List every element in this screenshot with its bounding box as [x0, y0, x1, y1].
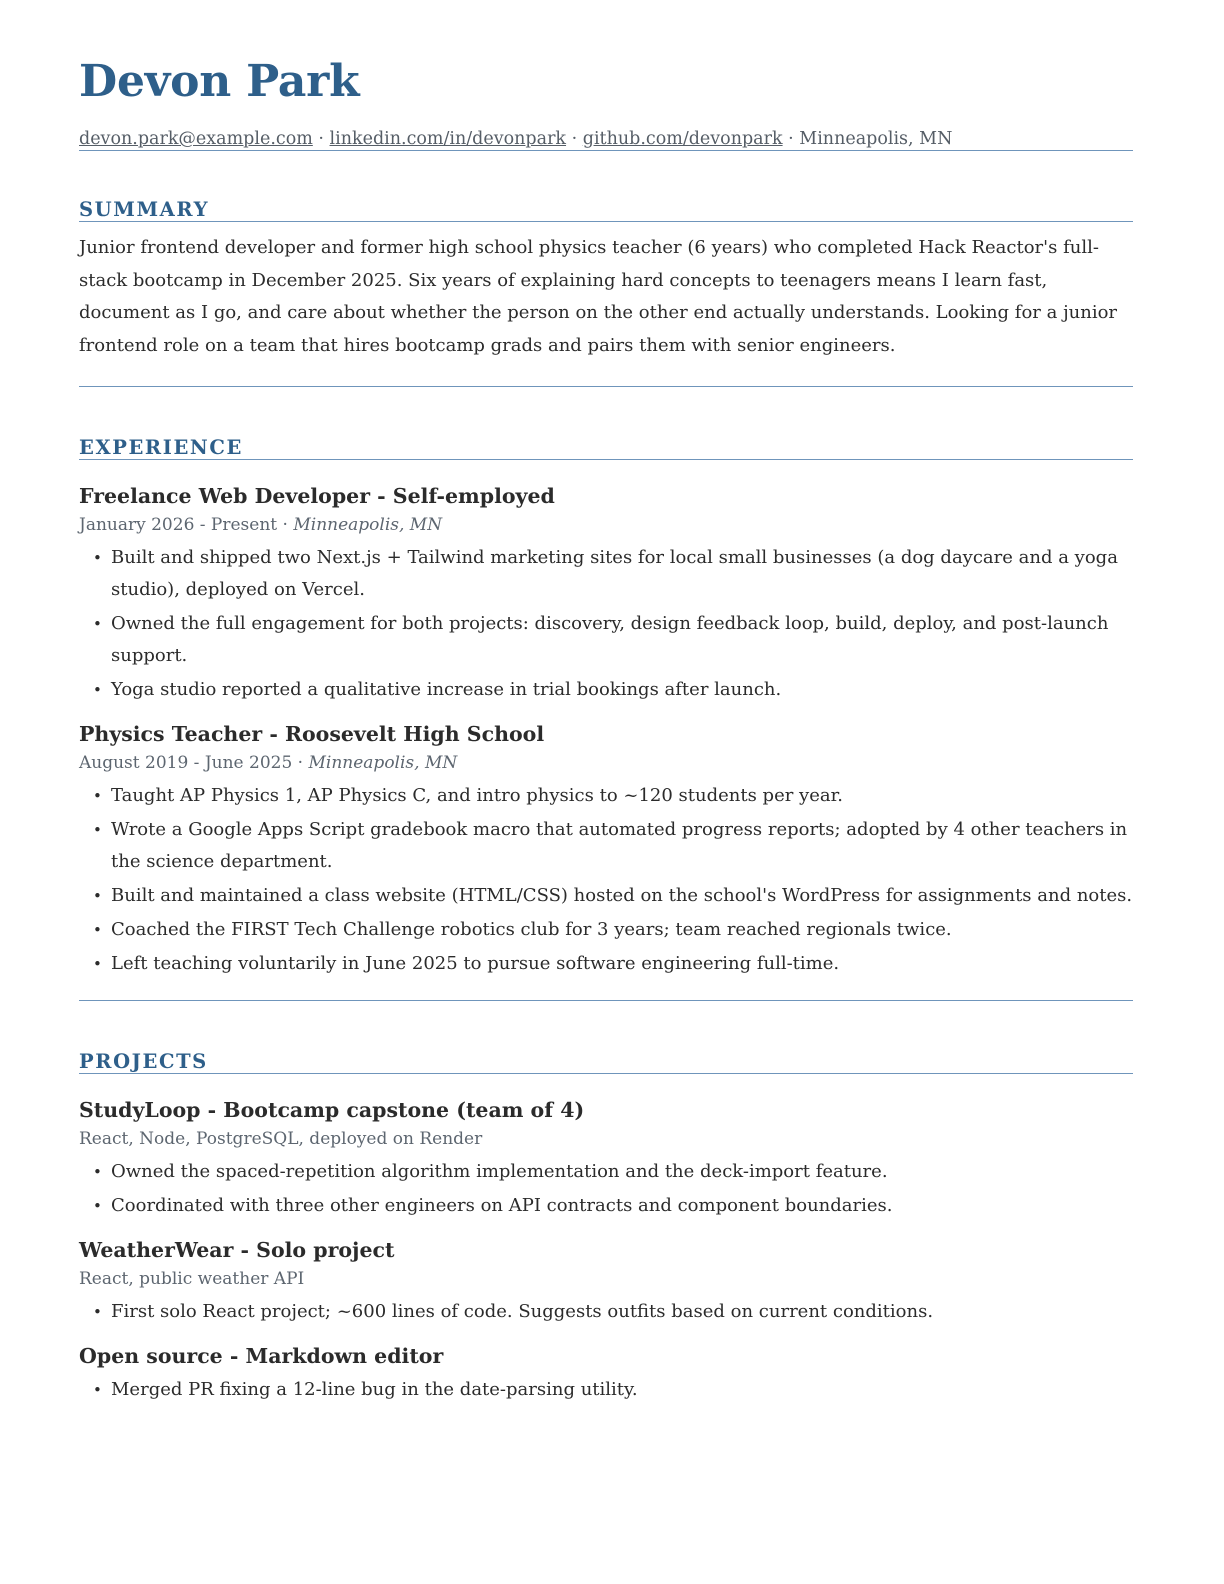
summary-section	[79, 199, 1133, 387]
project-bullets	[79, 1374, 1133, 1406]
contact-separator: ·	[782, 129, 800, 150]
job-dates: January 2026 - Present	[79, 515, 278, 536]
job-location: Minneapolis, MN	[293, 515, 443, 536]
project-entry	[79, 1236, 1133, 1328]
linkedin-link[interactable]: linkedin.com/in/devonpark	[329, 129, 567, 150]
experience-section	[79, 437, 1133, 1001]
meta-separator: ·	[292, 753, 309, 774]
project-entry	[79, 1342, 1133, 1406]
job-meta	[79, 512, 1133, 538]
bullet-item: • Left teaching voluntarily in June 2025 to pursue software engineering full-time.	[111, 948, 1133, 980]
bullet-item: • Yoga studio reported a qualitative increase in trial bookings after launch.	[111, 674, 1133, 706]
experience-heading: EXPERIENCE	[79, 437, 1133, 460]
bullet-item: • Wrote a Google Apps Script gradebook macro that automated progress reports; adopted by 4 other teachers in the science department.	[111, 814, 1133, 878]
bullet-item: • Owned the spaced-repetition algorithm implementation and the deck-import feature.	[111, 1156, 1133, 1188]
contact-separator: ·	[566, 129, 583, 150]
summary-heading: SUMMARY	[79, 199, 1133, 222]
project-title: WeatherWear - Solo project	[79, 1238, 395, 1263]
project-bullets	[79, 1296, 1133, 1328]
projects-heading: PROJECTS	[79, 1051, 1133, 1074]
project-tech: React, Node, PostgreSQL, deployed on Render	[79, 1129, 483, 1150]
contact-line	[79, 128, 1133, 151]
bullet-item: • Built and shipped two Next.js + Tailwind marketing sites for local small businesses (a dog daycare and a yoga studio), deployed on Vercel.	[111, 542, 1133, 606]
project-tech: React, public weather API	[79, 1269, 305, 1290]
job-title: Freelance Web Developer - Self-employed	[79, 484, 555, 509]
job-location: Minneapolis, MN	[308, 753, 458, 774]
project-entry	[79, 1096, 1133, 1222]
meta-separator: ·	[277, 515, 294, 536]
bullet-item: • Owned the full engagement for both projects: discovery, design feedback loop, build, deploy, and post-launch support.	[111, 608, 1133, 672]
bullet-item: • Built and maintained a class website (HTML/CSS) hosted on the school's WordPress for assignments and notes.	[111, 880, 1133, 912]
github-link[interactable]: github.com/devonpark	[582, 129, 783, 150]
job-bullets	[79, 780, 1133, 980]
project-title: Open source - Markdown editor	[79, 1344, 444, 1369]
job-dates: August 2019 - June 2025	[79, 753, 293, 774]
contact-separator: ·	[312, 129, 330, 150]
job-title: Physics Teacher - Roosevelt High School	[79, 722, 545, 747]
bullet-item: • Coordinated with three other engineers on API contracts and component boundaries.	[111, 1190, 1133, 1222]
project-title: StudyLoop - Bootcamp capstone (team of 4)	[79, 1098, 585, 1123]
bullet-item: • Coached the FIRST Tech Challenge robotics club for 3 years; team reached regionals twice.	[111, 914, 1133, 946]
email-link[interactable]: devon.park@example.com	[79, 129, 313, 150]
job-meta	[79, 750, 1133, 776]
experience-entry	[79, 720, 1133, 980]
summary-text: Junior frontend developer and former high school physics teacher (6 years) who completed Hack Reactor's full-stack bootcamp in December 2025. Six years of explaining hard concepts to teenagers means I learn fast, document as I go, and care about whether the person on the other end actually understands. Looking for a junior frontend role on a team that hires bootcamp grads and pairs them with senior engineers.	[79, 237, 1118, 356]
contact-location: Minneapolis, MN	[799, 129, 953, 150]
experience-entry	[79, 482, 1133, 706]
job-bullets	[79, 542, 1133, 706]
resume-name: Devon Park	[79, 56, 360, 107]
bullet-item: • First solo React project; ~600 lines of code. Suggests outfits based on current conditions.	[111, 1296, 1133, 1328]
section-divider	[79, 1000, 1133, 1001]
projects-section	[79, 1051, 1133, 1406]
project-bullets	[79, 1156, 1133, 1222]
bullet-item: • Merged PR fixing a 12-line bug in the date-parsing utility.	[111, 1374, 1133, 1406]
bullet-item: • Taught AP Physics 1, AP Physics C, and intro physics to ~120 students per year.	[111, 780, 1133, 812]
section-divider	[79, 386, 1133, 387]
